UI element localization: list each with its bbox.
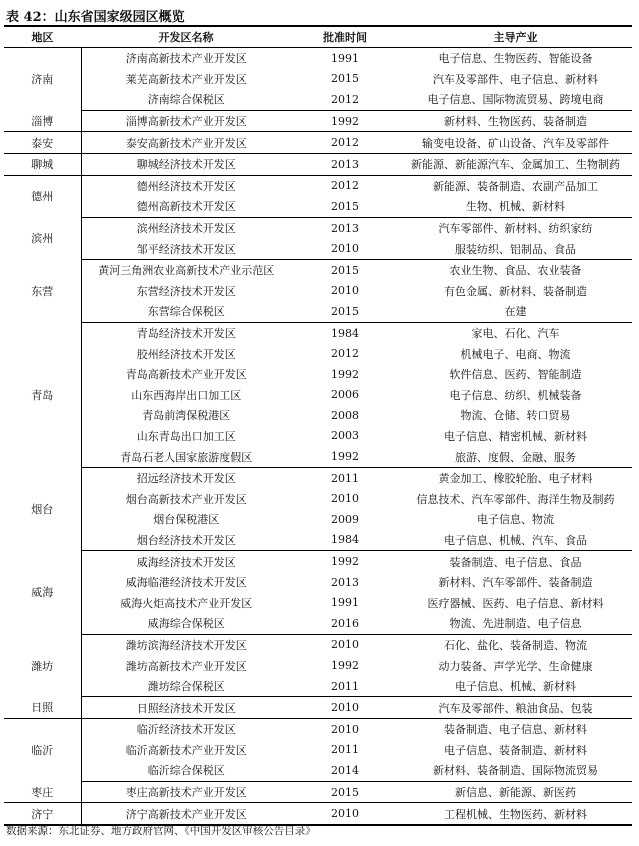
park-name-cell: 青岛经济技术开发区 xyxy=(136,327,236,341)
industry-cell: 物流、先进制造、电子信息 xyxy=(399,613,632,634)
approval-year-cell: 2010 xyxy=(331,638,359,652)
parks-table xyxy=(4,27,632,826)
region-cell: 威海 xyxy=(4,551,81,634)
region-cell: 枣庄 xyxy=(4,781,81,803)
park-name-cell: 济南综合保税区 xyxy=(81,89,291,110)
region-cell: 滨州 xyxy=(4,217,81,259)
approval-year-cell: 2015 xyxy=(331,72,359,86)
park-name-cell: 威海经济技术开发区 xyxy=(136,555,236,569)
industry-cell: 黄金加工、橡胶轮胎、电子材料 xyxy=(438,472,593,486)
industry-cell: 电子信息、国际物流贸易、跨境电商 xyxy=(399,89,632,110)
park-name-cell: 潍坊综合保税区 xyxy=(81,676,291,697)
industry-cell: 汽车及零部件、电子信息、新材料 xyxy=(433,72,598,86)
park-name-cell: 聊城经济技术开发区 xyxy=(81,153,291,175)
region-cell: 东营 xyxy=(4,259,81,322)
region-cell: 济宁 xyxy=(4,803,81,825)
table-row xyxy=(4,110,632,132)
park-name-cell: 潍坊高新技术产业开发区 xyxy=(125,659,247,673)
industry-cell: 电子信息、机械、汽车、食品 xyxy=(399,530,632,551)
approval-year-cell: 2010 xyxy=(291,238,399,259)
approval-year-cell: 2009 xyxy=(331,512,359,526)
industry-cell: 电子信息、生物医药、智能设备 xyxy=(438,52,593,66)
table-row xyxy=(4,740,632,761)
approval-year-cell: 2013 xyxy=(331,575,359,589)
park-name-cell: 临沂综合保税区 xyxy=(81,760,291,781)
table-row xyxy=(4,426,632,447)
industry-cell: 电子信息、机械、新材料 xyxy=(399,676,632,697)
approval-year-cell: 2003 xyxy=(331,429,359,443)
approval-year-cell: 2016 xyxy=(291,613,399,634)
industry-cell: 新材料、装备制造、国际物流贸易 xyxy=(399,760,632,781)
park-name-cell: 潍坊滨海经济技术开发区 xyxy=(125,638,247,652)
industry-cell: 新信息、新能源、新医药 xyxy=(399,781,632,803)
table-row xyxy=(4,488,632,509)
table-row xyxy=(4,676,632,697)
industry-cell: 新能源、装备制造、农副产品加工 xyxy=(433,179,598,193)
table-row xyxy=(4,572,632,593)
industry-cell: 医疗器械、医药、电子信息、新材料 xyxy=(427,596,604,610)
park-name-cell: 邹平经济技术开发区 xyxy=(81,238,291,259)
table-row xyxy=(4,467,632,488)
approval-year-cell: 2011 xyxy=(291,676,399,697)
region-cell: 日照 xyxy=(4,697,81,719)
approval-year-cell: 1984 xyxy=(331,326,359,340)
table-row xyxy=(4,364,632,385)
header-row xyxy=(4,27,632,48)
industry-cell: 新材料、汽车零部件、装备制造 xyxy=(438,576,593,590)
region-cell: 潍坊 xyxy=(4,634,81,697)
approval-year-cell: 2010 xyxy=(331,492,359,506)
approval-year-cell: 2006 xyxy=(331,388,359,402)
industry-cell: 电子信息、精密机械、新材料 xyxy=(444,429,587,443)
industry-cell: 机械电子、电商、物流 xyxy=(460,347,571,361)
table-row xyxy=(4,697,632,719)
industry-cell: 电子信息、物流 xyxy=(477,513,554,527)
park-name-cell: 青岛前湾保税港区 xyxy=(142,409,231,423)
park-name-cell: 烟台高新技术产业开发区 xyxy=(125,492,247,506)
industry-cell: 输变电设备、矿山设备、汽车及零部件 xyxy=(399,132,632,154)
table-row xyxy=(4,719,632,740)
park-name-cell: 威海火炬高技术产业开发区 xyxy=(120,596,253,610)
approval-year-cell: 2010 xyxy=(291,803,399,825)
table-title: 表 42：山东省国家级园区概览 xyxy=(6,10,185,25)
park-name-cell: 淄博高新技术产业开发区 xyxy=(81,110,291,132)
park-name-cell: 泰安高新技术产业开发区 xyxy=(81,132,291,154)
table-row xyxy=(4,196,632,217)
table-row xyxy=(4,281,632,302)
table-row xyxy=(4,132,632,154)
table-row xyxy=(4,760,632,781)
industry-cell: 电子信息、装备制造、新材料 xyxy=(444,743,587,757)
table-row xyxy=(4,175,632,196)
table-row xyxy=(4,322,632,343)
approval-year-cell: 2010 xyxy=(331,284,359,298)
industry-cell: 新能源、新能源汽车、金属加工、生物制药 xyxy=(399,153,632,175)
park-name-cell: 招远经济技术开发区 xyxy=(136,472,236,486)
park-name-cell: 滨州经济技术开发区 xyxy=(136,222,236,236)
park-name-cell: 胶州经济技术开发区 xyxy=(136,347,236,361)
table-row xyxy=(4,405,632,426)
header-region: 地区 xyxy=(4,27,81,48)
park-name-cell: 临沂高新技术产业开发区 xyxy=(125,743,247,757)
park-name-cell: 东营综合保税区 xyxy=(81,301,291,322)
approval-year-cell: 2008 xyxy=(331,408,359,422)
industry-cell: 农业生物、食品、农业装备 xyxy=(449,264,582,278)
park-name-cell: 济南高新技术产业开发区 xyxy=(125,52,247,66)
region-cell: 泰安 xyxy=(4,132,81,154)
industry-cell: 有色金属、新材料、装备制造 xyxy=(444,284,587,298)
approval-year-cell: 2012 xyxy=(331,179,359,193)
table-row xyxy=(4,551,632,572)
table-row xyxy=(4,781,632,803)
industry-cell: 汽车及零部件、粮油食品、包装 xyxy=(399,697,632,719)
industry-cell: 家电、石化、汽车 xyxy=(471,327,560,341)
park-name-cell: 日照经济技术开发区 xyxy=(81,697,291,719)
approval-year-cell: 1984 xyxy=(291,530,399,551)
table-row xyxy=(4,48,632,69)
region-cell: 聊城 xyxy=(4,153,81,175)
industry-cell: 汽车零部件、新材料、纺织家纺 xyxy=(438,222,593,236)
approval-year-cell: 1992 xyxy=(331,555,359,569)
park-name-cell: 青岛高新技术产业开发区 xyxy=(125,368,247,382)
approval-year-cell: 2015 xyxy=(291,196,399,217)
park-name-cell: 莱芜高新技术产业开发区 xyxy=(125,72,247,86)
park-name-cell: 枣庄高新技术产业开发区 xyxy=(81,781,291,803)
industry-cell: 旅游、度假、金融、服务 xyxy=(399,446,632,467)
table-row xyxy=(4,238,632,259)
table-row xyxy=(4,89,632,110)
approval-year-cell: 1991 xyxy=(331,596,359,610)
region-cell: 青岛 xyxy=(4,322,81,467)
header-name: 开发区名称 xyxy=(81,27,291,48)
industry-cell: 新材料、生物医药、装备制造 xyxy=(399,110,632,132)
approval-year-cell: 1992 xyxy=(331,659,359,673)
header-year: 批准时间 xyxy=(291,27,399,48)
approval-year-cell: 2013 xyxy=(291,153,399,175)
approval-year-cell: 2010 xyxy=(331,722,359,736)
approval-year-cell: 1991 xyxy=(331,51,359,65)
industry-cell: 工程机械、生物医药、新材料 xyxy=(399,803,632,825)
park-name-cell: 德州经济技术开发区 xyxy=(136,179,236,193)
park-name-cell: 济宁高新技术产业开发区 xyxy=(81,803,291,825)
approval-year-cell: 2012 xyxy=(331,347,359,361)
park-name-cell: 东营经济技术开发区 xyxy=(136,284,236,298)
table-row xyxy=(4,69,632,90)
industry-cell: 在建 xyxy=(399,301,632,322)
approval-year-cell: 1992 xyxy=(291,110,399,132)
table-row xyxy=(4,446,632,467)
region-cell: 临沂 xyxy=(4,719,81,782)
region-cell: 烟台 xyxy=(4,467,81,550)
park-name-cell: 黄河三角洲农业高新技术产业示范区 xyxy=(98,264,275,278)
industry-cell: 动力装备、声学光学、生命健康 xyxy=(438,659,593,673)
park-name-cell: 山东青岛出口加工区 xyxy=(136,429,236,443)
industry-cell: 信息技术、汽车零部件、海洋生物及制药 xyxy=(416,492,615,506)
table-row xyxy=(4,343,632,364)
park-name-cell: 威海综合保税区 xyxy=(81,613,291,634)
park-name-cell: 山东西海岸出口加工区 xyxy=(131,388,242,402)
park-name-cell: 青岛石老人国家旅游度假区 xyxy=(81,446,291,467)
park-name-cell: 烟台保税港区 xyxy=(153,513,220,527)
header-industry: 主导产业 xyxy=(399,27,632,48)
industry-cell: 装备制造、电子信息、新材料 xyxy=(444,723,587,737)
industry-cell: 石化、盐化、装备制造、物流 xyxy=(444,638,587,652)
region-cell: 济南 xyxy=(4,48,81,111)
table-row xyxy=(4,634,632,655)
approval-year-cell: 2015 xyxy=(291,301,399,322)
table-row xyxy=(4,803,632,825)
table-row xyxy=(4,217,632,238)
approval-year-cell: 2015 xyxy=(331,263,359,277)
park-name-cell: 临沂经济技术开发区 xyxy=(136,723,236,737)
region-cell: 淄博 xyxy=(4,110,81,132)
approval-year-cell: 2011 xyxy=(331,471,359,485)
table-row xyxy=(4,509,632,530)
park-name-cell: 烟台经济技术开发区 xyxy=(81,530,291,551)
industry-cell: 服装纺织、铝制品、食品 xyxy=(399,238,632,259)
table-row xyxy=(4,301,632,322)
approval-year-cell: 2013 xyxy=(331,221,359,235)
region-cell: 德州 xyxy=(4,175,81,217)
park-name-cell: 威海临港经济技术开发区 xyxy=(125,576,247,590)
table-row xyxy=(4,153,632,175)
table-row xyxy=(4,530,632,551)
table-row xyxy=(4,655,632,676)
table-row xyxy=(4,613,632,634)
approval-year-cell: 2015 xyxy=(291,781,399,803)
approval-year-cell: 1992 xyxy=(291,446,399,467)
table-row xyxy=(4,259,632,280)
park-name-cell: 德州高新技术开发区 xyxy=(81,196,291,217)
approval-year-cell: 2012 xyxy=(291,132,399,154)
table-body xyxy=(4,48,632,825)
industry-cell: 装备制造、电子信息、食品 xyxy=(449,555,582,569)
industry-cell: 生物、机械、新材料 xyxy=(399,196,632,217)
industry-cell: 物流、仓储、转口贸易 xyxy=(460,409,571,423)
approval-year-cell: 2011 xyxy=(331,743,359,757)
approval-year-cell: 2012 xyxy=(291,89,399,110)
approval-year-cell: 2010 xyxy=(291,697,399,719)
table-row xyxy=(4,592,632,613)
approval-year-cell: 1992 xyxy=(331,367,359,381)
industry-cell: 电子信息、纺织、机械装备 xyxy=(449,388,582,402)
industry-cell: 软件信息、医药、智能制造 xyxy=(449,368,582,382)
approval-year-cell: 2014 xyxy=(291,760,399,781)
source-note: 数据来源：东北证券、地方政府官网、《中国开发区审核公告目录》 xyxy=(6,825,316,837)
table-row xyxy=(4,385,632,406)
